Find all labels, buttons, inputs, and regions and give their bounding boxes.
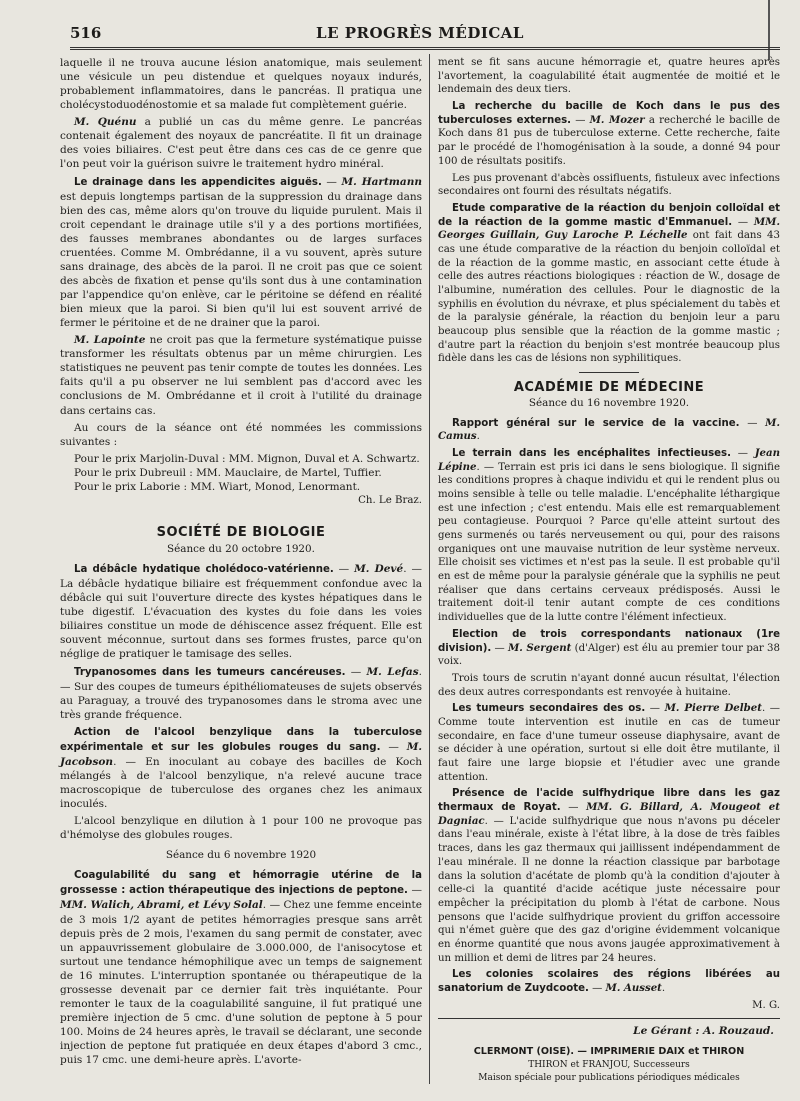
session-date: Séance du 6 novembre 1920 bbox=[165, 849, 317, 862]
section-heading: SOCIÉTÉ DE BIOLOGIE bbox=[156, 524, 326, 540]
publisher-note: Maison spéciale pour publications périodiques médicales bbox=[478, 1073, 740, 1084]
paragraph: Action de l'alcool benzylique dans la tuberculose expérimentale et sur les globules rouges du sang. — M. Jacobson. — En inoculant au cobaye des bacilles de Koch mélangés à de l'alcool benzylique, n'a relevé aucune trace macroscopique de tuberculose des organes chez les animaux inoculés. bbox=[60, 726, 422, 811]
paragraph: laquelle il ne trouva aucune lésion anatomique, mais seulement une vésicule un peu distendue et quelques noyaux indurés, probablement inflammatoires, dans le pancréas. Il pratiqua une cholécystoduodénostomie et sa malade fut complètement guérie. bbox=[60, 57, 422, 112]
paragraph: Au cours de la séance ont été nommées les commissions suivantes : bbox=[60, 421, 422, 448]
paragraph: Election de trois correspondants nationaux (1re division). — M. Sergent (d'Alger) est élu au premier tour par 38 voix. bbox=[438, 628, 781, 668]
paragraph: La débâcle hydatique cholédoco-vatérienne. — M. Devé. — La débâcle hydatique biliaire est fréquemment confondue avec la débâcle qui suit l'ouverture directe des kystes hépatiques dans le tube digestif. L'évacuation des kystes du foie dans les voies biliaires constitue un mode de déhiscence assez fréquent. Elle est souvent méconnue, surtout dans ses formes frustes, parce qu'on néglige de pratiquer le tamisage des selles. bbox=[60, 563, 422, 661]
paragraph: La recherche du bacille de Koch dans le pus des tuberculoses externes. — M. Mozer a recherché le bacille de Koch dans 81 pus de tuberculose externe. Cette recherche, faite par le procédé de l'homogénisation à la soude, a donné 94 pour 100 de résultats positifs. bbox=[438, 101, 780, 167]
item-title: Election de trois correspondants nationaux (1re division). bbox=[438, 628, 780, 654]
item-title: Le terrain dans les encéphalites infectieuses. bbox=[452, 447, 731, 459]
item-title: Présence de l'acide sulfhydrique libre dans les gaz thermaux de Royat. bbox=[438, 788, 780, 814]
running-title: LE PROGRÈS MÉDICAL bbox=[316, 24, 524, 42]
item-title: La débâcle hydatique cholédoco-vatérienne. bbox=[74, 564, 334, 576]
item-title: La recherche du bacille de Koch dans le pus des tuberculoses externes. bbox=[438, 101, 780, 126]
item-title: Etude comparative de la réaction du benjoin colloïdal et de la réaction de la gomme mastic d'Emmanuel. bbox=[438, 202, 780, 228]
paragraph: ment se fit sans aucune hémorragie et, quatre heures après l'avortement, la coagulabilité était augmentée de moitié et le lendemain des deux tiers. bbox=[438, 57, 780, 96]
item-title: Action de l'alcool benzylique dans la tuberculose expérimentale et sur les globules rouges du sang. bbox=[60, 726, 422, 753]
item-title: Les colonies scolaires des régions libérées au sanatorium de Zuydcoote. bbox=[438, 969, 780, 994]
page-number: 516 bbox=[70, 24, 102, 42]
successors-line: THIRON et FRANJOU, Successeurs bbox=[528, 1059, 690, 1070]
item-title: Le drainage dans les appendicites aiguës. bbox=[74, 176, 322, 188]
session-date: Séance du 16 novembre 1920. bbox=[528, 396, 690, 409]
prize-line: Pour le prix Marjolin-Duval : MM. Mignon, Duval et A. Schwartz. bbox=[74, 452, 420, 465]
paragraph: Les colonies scolaires des régions libérées au sanatorium de Zuydcoote. — M. Ausset. bbox=[438, 969, 780, 994]
initials: M. G. bbox=[752, 999, 780, 1011]
paragraph: Trypanosomes dans les tumeurs cancéreuses. — M. Lefas. — Sur des coupes de tumeurs épithéliomateuses de sujets observés au Paraguay, a trouvé des trypanosomes dans le stroma avec une très grande fréquence. bbox=[60, 665, 422, 721]
paragraph: Le terrain dans les encéphalites infectieuses. — Jean Lépine. — Terrain est pris ici dans le sens biologique. Il signifie les conditions propres à chaque individu et qui le rendent plus ou moins sensible à telle ou telle maladie. L'encéphalite léthargique est une infection ; c'est entendu. Mais elle est remarquablement peu contagieuse. Pourquoi ? Parce qu'elle atteint surtout des gens surmenés ou tarés nerveusement ou qui, pour des raisons organiques ont une mauvaise nutrition de leur système nerveux. Elle choisit ses victimes et n'est pas la seule. Il est probable qu'il en est de même pour la paralysie générale que la syphilis ne peut réaliser que dans certains cerveaux prédisposés. Aussi le traitement doit-il tenir autant compte de ces conditions individuelles que de la lutte contre l'élément infectieux. bbox=[438, 446, 780, 624]
paragraph: Etude comparative de la réaction du benjoin colloïdal et de la réaction de la gomme mastic d'Emmanuel. — MM. Georges Guillain, Guy Laroche P. Léchelle ont fait dans 43 cas une étude comparative de la réaction du benjoin colloïdal et de la réaction de la gomme mastic, en associant cette étude à celle des autres réactions biologiques : réaction de W., dosage de l'albumine, numération des cellules. Pour le diagnostic de la syphilis en évolution du névraxe, et plus spécialement du tabès et de la paralysie générale, la réaction du benjoin leur a paru beaucoup plus sensible que la réaction de la gomme mastic ; d'autre part la réaction du benjoin s'est montrée beaucoup plus fidèle dans les cas de lésions non syphilitiques. bbox=[438, 202, 780, 365]
left-column bbox=[60, 56, 422, 1070]
item-title: Rapport général sur le service de la vaccine. bbox=[452, 417, 740, 429]
section-heading: ACADÉMIE DE MÉDECINE bbox=[513, 380, 705, 396]
manager-line: Le Gérant : A. Rouzaud. bbox=[633, 1025, 774, 1038]
right-column bbox=[438, 56, 780, 1086]
item-title: Trypanosomes dans les tumeurs cancéreuses. bbox=[74, 666, 346, 678]
paragraph: Trois tours de scrutin n'ayant donné aucun résultat, l'élection des deux autres correspondants est renvoyée à huitaine. bbox=[438, 672, 780, 698]
prize-line: Pour le prix Dubreuil : MM. Mauclaire, de Martel, Tuffier. bbox=[74, 466, 382, 479]
signature: Ch. Le Braz. bbox=[358, 494, 422, 506]
paragraph: Les tumeurs secondaires des os. — M. Pierre Delbet. — Comme toute intervention est inutile en cas de tumeur secondaire, en face d'une tumeur osseuse diaphysaire, avant de se décider à une opération, surtout si elle doit être mutilante, il faut faire une large biopsie et l'étudier avec une grande attention. bbox=[438, 702, 780, 783]
prize-line: Pour le prix Laborie : MM. Wiart, Monod, Lenormant. bbox=[74, 480, 361, 493]
column-divider bbox=[429, 54, 430, 1084]
page-header bbox=[70, 22, 770, 46]
paragraph: Le drainage dans les appendicites aiguës. — M. Hartmann est depuis longtemps partisan de la suppression du drainage dans bien des cas, même alors qu'on trouve du liquide purulent. Mais il croit cependant le drainage utile s'il y a des portions mortifiées, des fausses membranes abondantes ou de larges surfaces cruentées. Comme M. Ombrédanne, il a vu souvent, après suture sans drainage, des abcès de la paroi. Il ne croit pas que ce soient des abcès de fixation et pense qu'ils sont dus à une contamination par l'appendice qu'on enlève, car le péritoine se défend en réalité bien mieux que la paroi. Si bien qu'il lui est souvent arrivé de fermer le péritoine et de ne drainer que la paroi. bbox=[60, 175, 422, 330]
colophon-rule bbox=[438, 1018, 780, 1019]
item-title: Coagulabilité du sang et hémorragie utérine de la grossesse : action thérapeutique des injections de peptone. bbox=[60, 870, 422, 897]
header-rule bbox=[70, 47, 780, 50]
printer-line: CLERMONT (OISE). — IMPRIMERIE DAIX et THIRON bbox=[473, 1046, 745, 1058]
paragraph: Coagulabilité du sang et hémorragie utérine de la grossesse : action thérapeutique des injections de peptone. — MM. Walich, Abrami, et Lévy Solal. — Chez une femme enceinte de 3 mois 1/2 ayant de petites hémorragies presque sans arrêt depuis près de 2 mois, l'examen du sang permit de constater, avec un appauvrissement globulaire de 3.000.000, de l'anisocytose et surtout une tendance hémophilique avec un temps de saignement de 16 minutes. L'interruption spontanée ou thérapeutique de la grossesse devenait par ce dernier fait très inquiétante. Pour remonter le taux de la coagulabilité sanguine, il fut pratiqué une première injection de 5 cmc. d'une solution de peptone à 5 pour 100. Moins de 24 heures après, le travail se déclarant, une seconde injection de peptone fut pratiquée en deux étapes d'abord 3 cmc., puis 17 cmc. une demi-heure après. L'avorte- bbox=[60, 870, 422, 1067]
paragraph: Rapport général sur le service de la vaccine. — M. Camus. bbox=[438, 416, 780, 443]
item-title: Les tumeurs secondaires des os. bbox=[452, 703, 646, 715]
section-separator bbox=[579, 372, 639, 373]
paragraph: Les pus provenant d'abcès ossifluents, fistuleux avec infections secondaires ont fourni des résultats négatifs. bbox=[438, 172, 780, 198]
colophon bbox=[438, 1045, 780, 1086]
paragraph: M. Lapointe ne croit pas que la fermeture systématique puisse transformer les résultats obtenus par un même chirurgien. Les statistiques ne peuvent pas tenir compte de toutes les données. Les faits qu'il a pu observer ne lui semblent pas d'accord avec les conclusions de M. Ombrédanne et il croit à l'utilité du drainage dans certains cas. bbox=[60, 334, 423, 417]
paragraph: Présence de l'acide sulfhydrique libre dans les gaz thermaux de Royat. — MM. G. Billard, A. Mougeot et Dagniac. — L'acide sulfhydrique que nous n'avons pu déceler dans l'eau minérale, existe à l'état libre, à la dose de très faibles traces, dans les gaz thermaux qui jaillissent indépendamment de l'eau minérale. Il ne donne la réaction classique par barbotage dans la solution d'acétate de plomb qu'à la condition d'ajouter à celle-ci la quantité d'acide acétique juste nécessaire pour empêcher la précipitation du plomb à l'état de carbone. Nous pensons que l'acide sulfhydrique provient du griffon accessoire qui n'émet guère que des gaz d'origine évidemment volcanique en énorme quantité que nous avons jaugée approximativement à un million et demi de litres par 24 heures. bbox=[438, 788, 780, 964]
session-date: Séance du 20 octobre 1920. bbox=[167, 543, 315, 555]
paragraph: M. Quénu a publié un cas du même genre. Le pancréas contenait également des noyaux de pancréatite. Il fit un drainage des voies biliaires. C'est peut être dans ces cas de ce genre que l'on peut voir la guérison suivre le traitement hydro minéral. bbox=[60, 116, 422, 171]
paragraph: L'alcool benzylique en dilution à 1 pour 100 ne provoque pas d'hémolyse des globules rouges. bbox=[60, 815, 422, 842]
